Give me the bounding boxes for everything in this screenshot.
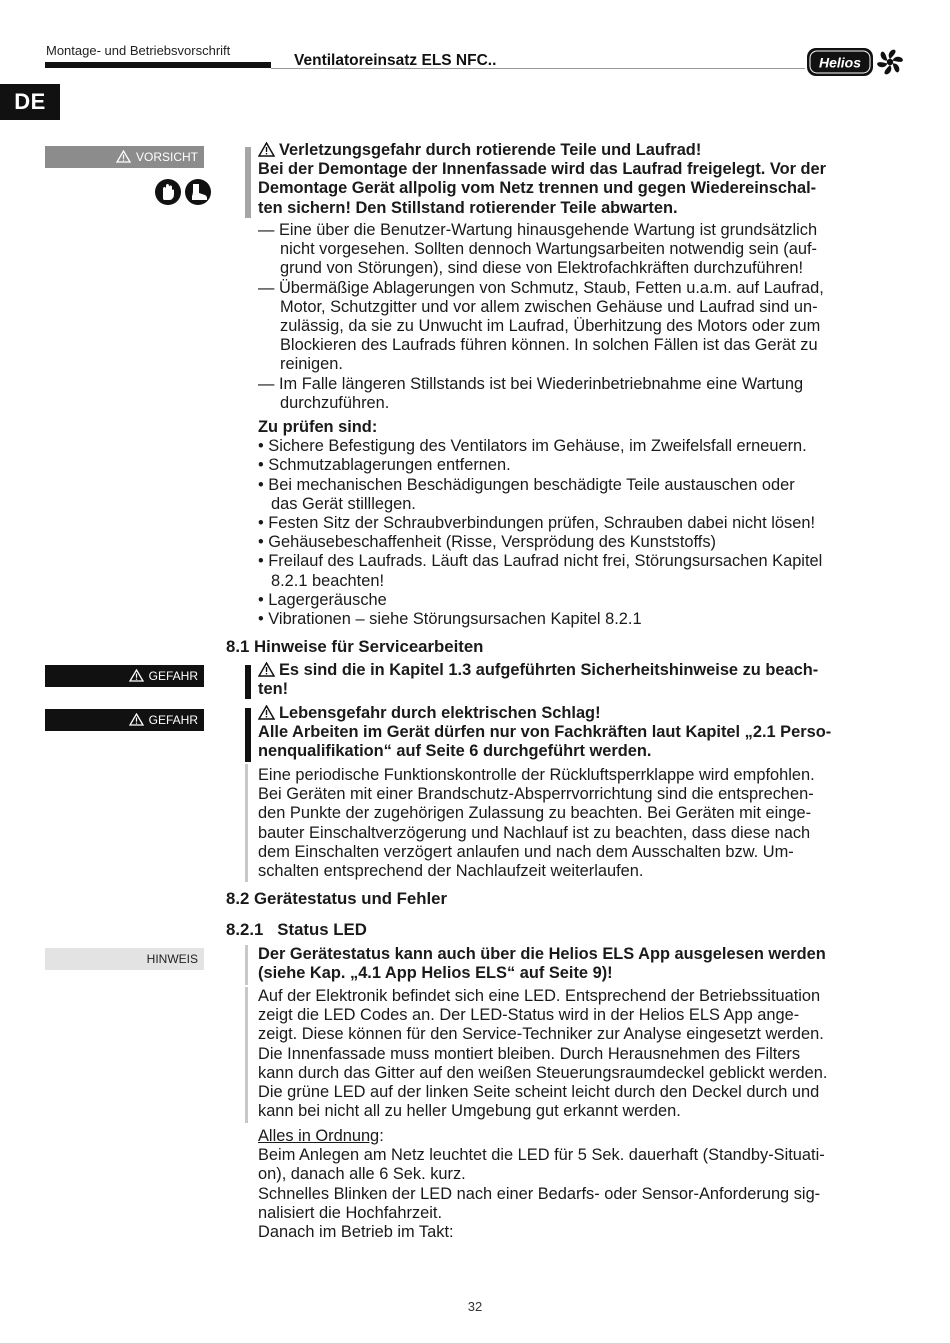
warning-icon — [116, 150, 131, 163]
danger-block-1: Es sind die in Kapitel 1.3 aufgeführten Sicherheitshinweise zu beach- ten! — [258, 661, 819, 699]
protective-equipment-icon — [154, 178, 214, 206]
caution-label-text: VORSICHT — [135, 150, 198, 164]
note-label: HINWEIS — [45, 948, 204, 970]
danger-label — [45, 709, 204, 731]
note-block: Der Gerätestatus kann auch über die Helios ELS App ausgelesen werden (siehe Kap. „4.1 App Helios ELS“ auf Seite 9)! — [258, 945, 826, 983]
caution-label — [45, 146, 204, 168]
caution-text: Bei der Demontage der Innenfassade wird das Laufrad freigelegt. Vor der — [258, 160, 827, 179]
maintenance-dash-list — [258, 221, 908, 413]
page-number: 32 — [467, 1299, 483, 1314]
list-item: • Schmutzablagerungen entfernen. — [258, 456, 511, 475]
danger-block-2: Lebensgefahr durch elektrischen Schlag! Alle Arbeiten im Gerät dürfen nur von Fachkräften laut Kapitel „2.1 Perso- nenqualifikation“ auf Seite 6 durchgeführt werden. — [258, 704, 832, 761]
list-item: — Übermäßige Ablagerungen von Schmutz, Staub, Fetten u.a.m. auf Laufrad, Motor, Schutzgitter und vor allem zwischen Gehäuse und Laufrad sind un- zulässig, da sie zu Unwucht im Laufrad, Überhitzung des Motors oder zum Blockieren des Laufrads führen können. In solchen Fällen ist das Gerät zu reinigen. — [258, 278, 824, 374]
list-item: • Vibrationen – siehe Störungsursachen Kapitel 8.2.1 — [258, 610, 642, 629]
warning-icon — [129, 713, 144, 726]
caution-bar — [245, 147, 251, 218]
caution-text: ten sichern! Den Stillstand rotierender Teile abwarten. — [258, 198, 678, 217]
danger-bar — [245, 708, 251, 762]
list-item: • Lagergeräusche — [258, 590, 387, 609]
section-heading-8-2: 8.2 Gerätestatus und Fehler — [226, 889, 448, 908]
check-heading: Zu prüfen sind: — [258, 418, 378, 436]
status-ok-block: Alles in Ordnung: Beim Anlegen am Netz leuchtet die LED für 5 Sek. dauerhaft (Standby-Situati- on), danach alle 6 Sek. kurz. Schnelles Blinken der LED nach einer Bedarfs- oder Sensor-Anforderung sig- nalisiert die Hochfahrzeit. Danach im Betrieb im Takt: — [258, 1127, 825, 1242]
list-item: • Festen Sitz der Schraubverbindungen prüfen, Schrauben dabei nicht lösen! — [258, 514, 816, 533]
note-bar — [245, 945, 248, 985]
paragraph-rule — [245, 987, 248, 1123]
caution-text: Demontage Gerät allpolig vom Netz trennen und gegen Wiedereinschal- — [258, 179, 817, 198]
list-item: • Sichere Befestigung des Ventilators im Gehäuse, im Zweifelsfall erneuern. — [258, 437, 807, 456]
warning-icon — [258, 705, 275, 720]
section-heading-8-1: 8.1 Hinweise für Servicearbeiten — [226, 637, 484, 656]
warning-icon — [258, 662, 275, 677]
list-item: • Gehäusebeschaffenheit (Risse, Versprödung des Kunststoffs) — [258, 533, 716, 552]
list-item: • Bei mechanischen Beschädigungen beschädigte Teile austauschen oder das Gerät stilllegen. — [258, 475, 795, 513]
logo-text: Helios — [818, 54, 862, 71]
caution-block — [258, 141, 908, 218]
caution-heading: Verletzungsgefahr durch rotierende Teile und Laufrad! — [258, 141, 908, 160]
service-paragraph: Eine periodische Funktionskontrolle der Rückluftsperrklappe wird empfohlen. Bei Geräten mit einer Brandschutz-Absperrvorrichtung sind die entsprechen- den Punkte der zugehörigen Zulassung zu beachten. Bei Geräten mit einge- bauter Einschaltverzögerung und Nachlauf ist zu beachten, dass diese nach dem Einschalten verzögert anlaufen und nach dem Ausschalten bzw. Um- schalten entsprechend der Nachlaufzeit weiterlaufen. — [258, 766, 815, 881]
warning-icon — [129, 669, 144, 682]
list-item: • Freilauf des Laufrads. Läuft das Laufrad nicht frei, Störungsursachen Kapitel 8.2.1 beachten! — [258, 552, 823, 590]
list-item: — Eine über die Benutzer-Wartung hinausgehende Wartung ist grundsätzlich nicht vorgesehen. Sollten dennoch Wartungsarbeiten notwendig sein (auf- grund von Störungen), sind diese von Elektrofachkräften durchzuführen! — [258, 221, 818, 278]
document-type-label: Montage- und Betriebsvorschrift — [46, 43, 231, 58]
section-heading-8-2-1: 8.2.1 Status LED — [226, 920, 367, 939]
danger-label-text: GEFAHR — [148, 713, 198, 727]
check-list — [258, 418, 908, 629]
danger-label-text: GEFAHR — [148, 669, 198, 683]
status-ok-label: Alles in Ordnung — [258, 1127, 380, 1145]
paragraph-rule — [245, 764, 248, 882]
language-tab: DE — [0, 84, 60, 120]
document-title: Ventilatoreinsatz ELS NFC.. — [294, 52, 497, 69]
fan-icon — [876, 50, 903, 75]
danger-bar — [245, 665, 251, 699]
warning-icon — [258, 142, 275, 157]
led-paragraph: Auf der Elektronik befindet sich eine LED. Entsprechend der Betriebssituation zeigt die LED Codes an. Der LED-Status wird in der Helios ELS App ange- zeigt. Diese können für den Service-Techniker zur Analyse eingesetzt werden. Die Innenfassade muss montiert bleiben. Durch Herausnehmen des Filters kann durch das Gitter auf den weißen Steuerungsraumdeckel geblickt werden. Die grüne LED auf der linken Seite scheint leicht durch den Deckel durch und kann bei nicht all zu heller Umgebung gut erkannt werden. — [258, 987, 828, 1121]
danger-label — [45, 665, 204, 687]
list-item: — Im Falle längeren Stillstands ist bei Wiederinbetriebnahme eine Wartung durchzuführen. — [258, 374, 804, 412]
helios-logo — [806, 46, 904, 78]
header-bar — [45, 62, 271, 68]
